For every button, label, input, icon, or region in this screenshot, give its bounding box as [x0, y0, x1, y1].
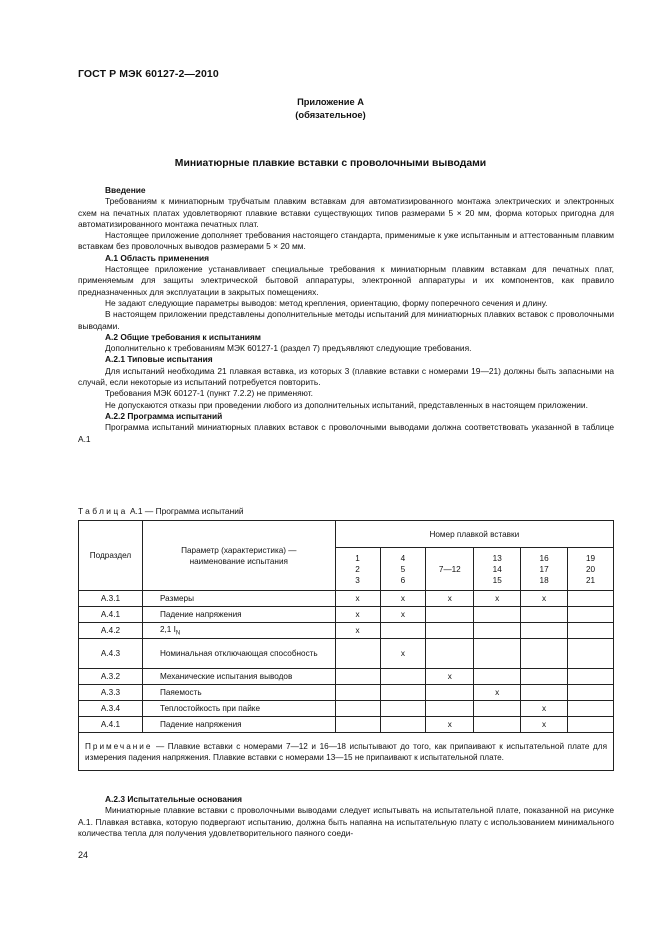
note-text: — Плавкие вставки с номерами 7—12 и 16—18 испытывают до того, как припаивают к испытательной плате для измерения падения напряжения. Плавкие вставки с номерами 13—15 не припаивают к испытательной плате.: [85, 742, 607, 763]
fuse-number: 7—12: [438, 564, 461, 574]
cell-mark: x: [521, 591, 568, 607]
table-row: [79, 701, 614, 717]
cell-mark: [474, 669, 521, 685]
cell-mark: x: [335, 591, 380, 607]
header-fuse-group: [521, 548, 568, 591]
fuse-number: 3: [355, 575, 360, 585]
cell-mark: [568, 607, 614, 623]
cell-parameter: [142, 669, 335, 685]
table-caption-prefix: Таблица: [78, 506, 128, 516]
fuse-number: 21: [585, 575, 596, 585]
table-row: [79, 669, 614, 685]
fuse-number: 4: [400, 553, 406, 563]
cell-mark: [426, 685, 474, 701]
section-heading-a22: А.2.2 Программа испытаний: [105, 410, 223, 421]
cell-mark: x: [474, 591, 521, 607]
section-heading-a23: А.2.3 Испытательные основания: [105, 794, 243, 804]
test-program-table: [78, 520, 614, 771]
fuse-number: 5: [400, 564, 406, 574]
table-caption: [78, 506, 244, 516]
appendix-title: Приложение А: [297, 97, 364, 107]
cell-mark: [426, 623, 474, 639]
table-row: [79, 717, 614, 733]
fuse-number: 15: [492, 575, 502, 585]
cell-parameter: [142, 717, 335, 733]
cell-section: А.4.3: [79, 639, 143, 669]
cell-mark: x: [426, 591, 474, 607]
cell-mark: [335, 685, 380, 701]
cell-mark: [380, 685, 426, 701]
cell-mark: [335, 639, 380, 669]
table-row: [79, 607, 614, 623]
fuse-number: 18: [539, 575, 549, 585]
document-header: ГОСТ Р МЭК 60127-2—2010: [78, 68, 219, 80]
cell-parameter-text: Падение напряжения: [159, 610, 242, 619]
cell-mark: x: [380, 607, 426, 623]
paragraph: Настоящее приложение дополняет требования настоящего стандарта, применимые к уже испытанным и аттестованным плавким вставкам без проволочных выводов размерами 5 × 20 мм.: [78, 230, 614, 252]
fuse-number: 19: [585, 553, 596, 563]
table-caption-text: А.1 — Программа испытаний: [129, 506, 244, 516]
section-heading-a21: А.2.1 Типовые испытания: [105, 354, 213, 365]
fuse-number: 1: [355, 553, 360, 563]
cell-section: А.3.2: [79, 669, 143, 685]
cell-parameter-text: Паяемость: [159, 688, 202, 697]
cell-section: А.3.1: [79, 591, 143, 607]
table-row: [79, 639, 614, 669]
cell-section: А.3.4: [79, 701, 143, 717]
cell-mark: x: [380, 591, 426, 607]
cell-parameter-subscript: N: [175, 630, 181, 637]
fuse-number: 13: [492, 553, 502, 563]
header-parameter-line1: Параметр (характеристика) —: [181, 545, 297, 555]
cell-parameter-text: Номинальная отключающая способность: [159, 649, 318, 658]
cell-section: А.4.1: [79, 607, 143, 623]
table-row: [79, 623, 614, 639]
paragraph: Не допускаются отказы при проведении любого из дополнительных испытаний, представленных в настоящем приложении.: [105, 399, 588, 410]
cell-parameter-text: Размеры: [159, 594, 194, 603]
fuse-number: 14: [492, 564, 502, 574]
cell-mark: [426, 639, 474, 669]
cell-parameter-text: Падение напряжения: [159, 720, 242, 729]
cell-mark: x: [335, 607, 380, 623]
header-fuse-group: [426, 548, 474, 591]
paragraph: Требованиям к миниатюрным трубчатым плавким вставкам для автоматизированного монтажа электрических и электронных схем на печатных платах удовлетворяют плавкие вставки существующих типов размерами 5 × 20 мм, форма которых пригодна для автоматизированного монтажа печатных плат.: [78, 196, 614, 229]
cell-mark: [380, 669, 426, 685]
header-fuse-group: [474, 548, 521, 591]
cell-section: А.4.1: [79, 717, 143, 733]
cell-mark: [568, 639, 614, 669]
header-parameter-line2: наименование испытания: [189, 556, 288, 566]
fuse-number: 17: [539, 564, 549, 574]
header-parameter: [142, 521, 335, 591]
cell-mark: [335, 701, 380, 717]
section-heading-a2: А.2 Общие требования к испытаниям: [105, 331, 262, 342]
table-note: [79, 733, 614, 771]
page-number: 24: [78, 850, 89, 860]
cell-parameter-text: Механические испытания выводов: [159, 672, 293, 681]
section-heading-a1: А.1 Область применения: [105, 252, 210, 263]
paragraph: Для испытаний необходима 21 плавкая вставка, из которых 3 (плавкие вставки с номерами 19—21) должны быть запасными на случай, если некоторые из испытаний потребуется повторить.: [78, 365, 614, 388]
cell-mark: x: [521, 701, 568, 717]
cell-mark: x: [426, 717, 474, 733]
cell-mark: [474, 623, 521, 639]
cell-mark: [380, 623, 426, 639]
cell-mark: [568, 717, 614, 733]
cell-mark: [335, 717, 380, 733]
fuse-number: 2: [355, 564, 360, 574]
cell-parameter: [142, 701, 335, 717]
table-row: [79, 591, 614, 607]
cell-mark: [521, 685, 568, 701]
cell-mark: x: [380, 639, 426, 669]
cell-mark: [568, 623, 614, 639]
header-fuse-group: [335, 548, 380, 591]
cell-parameter: [142, 607, 335, 623]
paragraph: Не задают следующие параметры выводов: метод крепления, ориентацию, форму поперечного сечения и длину.: [105, 297, 548, 308]
cell-section: А.4.2: [79, 623, 143, 639]
cell-mark: x: [521, 717, 568, 733]
fuse-number: 16: [539, 553, 549, 563]
document-title: Миниатюрные плавкие вставки с проволочными выводами: [174, 158, 487, 169]
cell-mark: [335, 669, 380, 685]
cell-parameter: [142, 623, 335, 639]
paragraph: Миниатюрные плавкие вставки с проволочными выводами следует испытывать на испытательной плате, показанной на рисунке А.1. Плавкая вставка, которую подвергают испытанию, должна быть напаяна на испытательную плату с использованием минимального количества тепла для получения удовлетворительного паяного соеди-: [78, 805, 614, 838]
cell-mark: [380, 701, 426, 717]
cell-parameter: [142, 639, 335, 669]
cell-mark: x: [474, 685, 521, 701]
cell-mark: x: [335, 623, 380, 639]
cell-parameter: [142, 685, 335, 701]
header-section: Подраздел: [79, 521, 143, 591]
cell-parameter-text: Теплостойкость при пайке: [159, 704, 261, 713]
body-text-continued: [78, 794, 614, 839]
header-fuse-group: [568, 548, 614, 591]
cell-mark: [474, 701, 521, 717]
table-row: [79, 685, 614, 701]
cell-mark: x: [426, 669, 474, 685]
fuse-number: 20: [585, 564, 596, 574]
paragraph: Программа испытаний миниатюрных плавких вставок с проволочными выводами должна соответствовать указанной в таблице А.1: [78, 422, 614, 444]
paragraph: В настоящем приложении представлены дополнительные методы испытаний для миниатюрных плавких вставок с проволочными выводами.: [78, 309, 614, 331]
cell-mark: [521, 639, 568, 669]
intro-heading: Введение: [105, 185, 146, 195]
cell-parameter: [142, 591, 335, 607]
cell-mark: [474, 717, 521, 733]
note-prefix: Примечание: [85, 742, 153, 751]
cell-mark: [474, 607, 521, 623]
cell-mark: [426, 701, 474, 717]
cell-mark: [426, 607, 474, 623]
cell-mark: [474, 639, 521, 669]
cell-mark: [521, 607, 568, 623]
cell-mark: [521, 669, 568, 685]
cell-mark: [568, 591, 614, 607]
fuse-number: 6: [400, 575, 406, 585]
cell-mark: [380, 717, 426, 733]
header-fuse-number: Номер плавкой вставки: [335, 521, 613, 548]
cell-mark: [568, 701, 614, 717]
cell-section: А.3.3: [79, 685, 143, 701]
cell-mark: [568, 669, 614, 685]
cell-mark: [568, 685, 614, 701]
paragraph: Настоящее приложение устанавливает специальные требования к миниатюрным плавким вставкам для печатных плат, применяемым для защиты электрической бытовой аппаратуры, электронной аппаратуры и их компонентов, как правило предназначенных для эксплуатации в закрытых помещениях.: [78, 264, 614, 297]
cell-parameter-text: 2,1 I: [159, 624, 176, 634]
appendix-status: (обязательное): [295, 110, 366, 120]
paragraph: Требования МЭК 60127-1 (пункт 7.2.2) не применяют.: [105, 388, 313, 399]
cell-mark: [521, 623, 568, 639]
paragraph: Дополнительно к требованиям МЭК 60127-1 (раздел 7) предъявляют следующие требования.: [105, 343, 472, 354]
body-text: [78, 185, 614, 445]
header-fuse-group: [380, 548, 426, 591]
